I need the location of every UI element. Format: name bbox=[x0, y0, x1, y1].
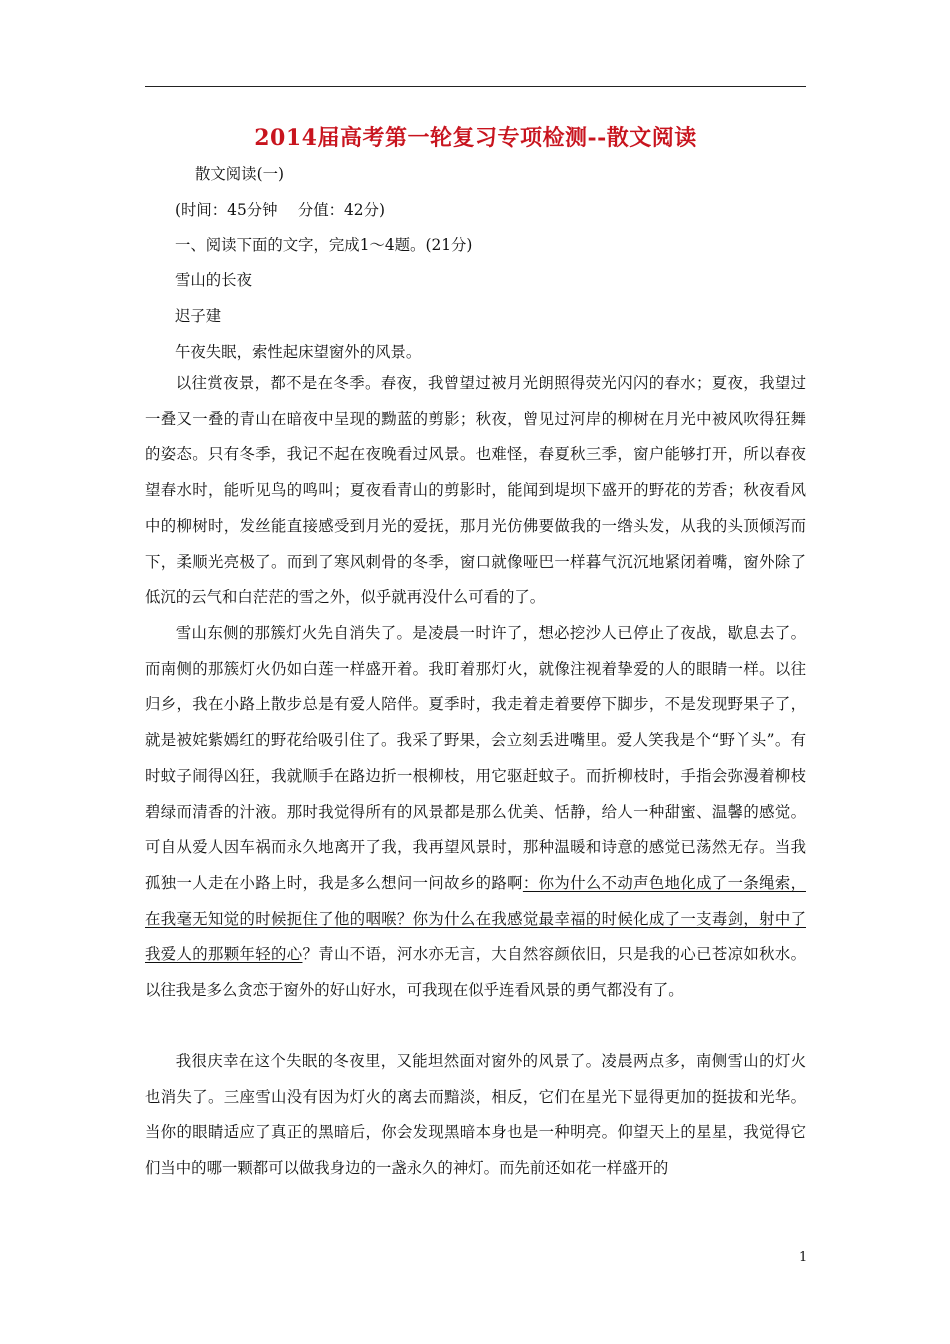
essay-paragraph-2 bbox=[145, 616, 806, 1009]
underlined-passage: ：你为什么不动声色地化成了一条绳索，在我毫无知觉的时候扼住了他的咽喉？你为什么在我感觉最幸福的时候化成了一支毒剑，射中了我爱人的那颗年轻的心 bbox=[145, 873, 806, 964]
essay-author: 迟子建 bbox=[175, 307, 222, 325]
header-rule bbox=[145, 86, 806, 87]
essay-title: 雪山的长夜 bbox=[175, 271, 252, 289]
paragraph-2-tail: ？青山不语，河水亦无言，大自然容颜依旧，只是我的心已苍凉如秋水。以往我是多么贪恋于窗外的好山好水，可我现在似乎连看风景的勇气都没有了。 bbox=[145, 945, 806, 1000]
document-title: 2014届高考第一轮复习专项检测--散文阅读 bbox=[254, 125, 697, 151]
question-instruction: 一、阅读下面的文字，完成1～4题。(21分) bbox=[175, 236, 473, 254]
paragraph-2-text: 雪山东侧的那簇灯火先自消失了。是凌晨一时许了，想必挖沙人已停止了夜战，歇息去了。而南侧的那簇灯火仍如白莲一样盛开着。我盯着那灯火，就像注视着挚爱的人的眼睛一样。以往归乡，我在小路上散步总是有爱人陪伴。夏季时，我走着走着要停下脚步，不是发现野果子了，就是被姹紫嫣红的野花给吸引住了。我采了野果，会立刻丢进嘴里。爱人笑我是个“野丫头”。有时蚊子闹得凶狂，我就顺手在路边折一根柳枝，用它驱赶蚊子。而折柳枝时，手指会弥漫着柳枝碧绿而清香的汁液。那时我觉得所有的风景都是那么优美、恬静，给人一种甜蜜、温馨的感觉。可自从爱人因车祸而永久地离开了我，我再望风景时，那种温暖和诗意的感觉已荡然无存。当我孤独一人走在小路上时，我是多么想问一问故乡的路啊 bbox=[145, 624, 806, 892]
exam-meta: (时间：45分钟 分值：42分) bbox=[175, 201, 385, 219]
section-heading: 散文阅读(一) bbox=[195, 165, 284, 183]
essay-paragraph-3: 我很庆幸在这个失眠的冬夜里，又能坦然面对窗外的风景了。凌晨两点多，南侧雪山的灯火也消失了。三座雪山没有因为灯火的离去而黯淡，相反，它们在星光下显得更加的挺拔和光华。当你的眼睛适应了真正的黑暗后，你会发现黑暗本身也是一种明亮。仰望天上的星星，我觉得它们当中的哪一颗都可以做我身边的一盏永久的神灯。而先前还如花一样盛开的 bbox=[145, 1052, 806, 1178]
page-number: 1 bbox=[799, 1250, 808, 1265]
essay-paragraph-1: 以往赏夜景，都不是在冬季。春夜，我曾望过被月光朗照得荧光闪闪的春水；夏夜，我望过一叠又一叠的青山在暗夜中呈现的黝蓝的剪影；秋夜，曾见过河岸的柳树在月光中被风吹得狂舞的姿态。只有冬季，我记不起在夜晚看过风景。也难怪，春夏秋三季，窗户能够打开，所以春夜望春水时，能听见鸟的鸣叫；夏夜看青山的剪影时，能闻到堤坝下盛开的野花的芳香；秋夜看风中的柳树时，发丝能直接感受到月光的爱抚，那月光仿佛要做我的一绺头发，从我的头顶倾泻而下，柔顺光亮极了。而到了寒风刺骨的冬季，窗口就像哑巴一样暮气沉沉地紧闭着嘴，窗外除了低沉的云气和白茫茫的雪之外，似乎就再没什么可看的了。 bbox=[145, 374, 806, 607]
essay-first-line: 午夜失眠，索性起床望窗外的风景。 bbox=[175, 343, 422, 361]
